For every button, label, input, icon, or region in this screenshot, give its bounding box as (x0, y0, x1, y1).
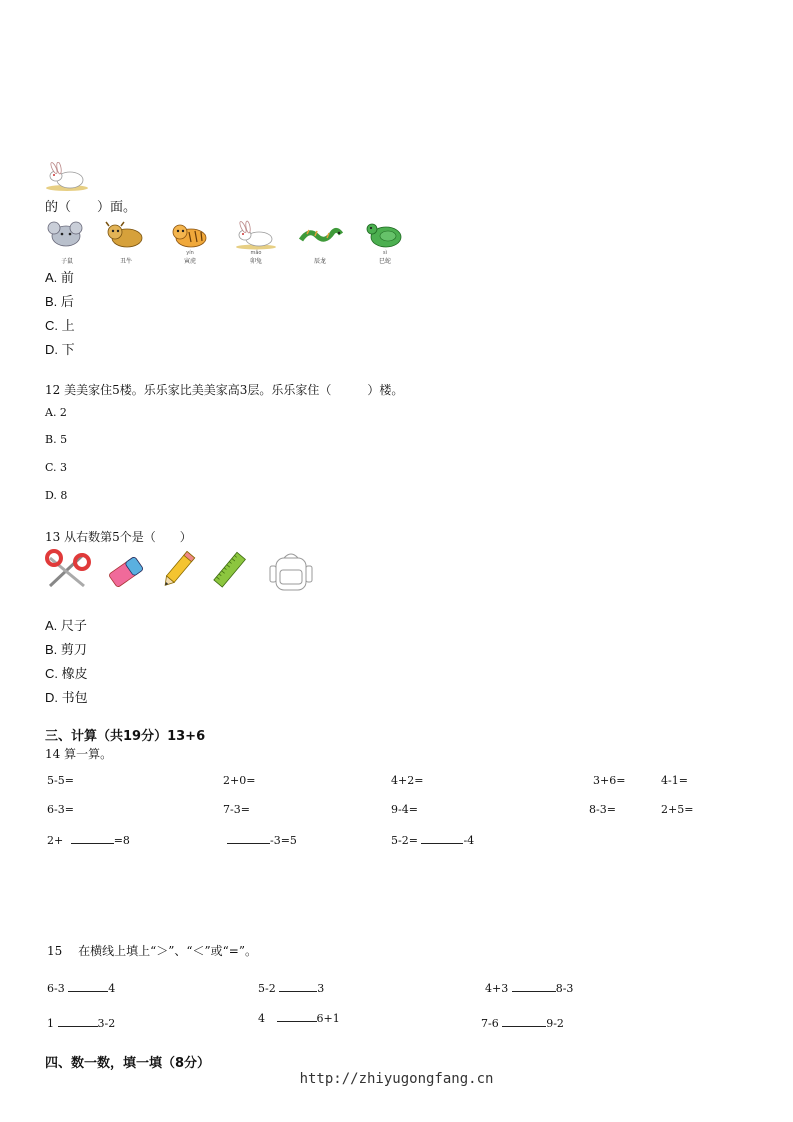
caption-rabbit: 卯兔 (249, 258, 262, 265)
q13-option-d[interactable]: D. 书包 (45, 690, 88, 705)
section4-title: 四、数一数，填一填（8分） (45, 1056, 211, 1071)
fill-item-1: 2+ =8 (47, 831, 130, 847)
section3-title: 三、计算（共19分）13+6 (45, 729, 206, 744)
fill-item-3: 5-2= -4 (391, 831, 474, 847)
q15-stem: 15 在横线上填上“＞”、“＜”或“=”。 (47, 944, 257, 958)
q12-option-b[interactable]: B. 5 (45, 433, 68, 446)
calc-item: 2+5= (661, 803, 694, 816)
q11-option-b[interactable]: B. 后 (45, 294, 74, 309)
caption-snake: 巳蛇 (378, 258, 391, 265)
q13-option-b[interactable]: B. 剪刀 (45, 642, 87, 657)
caption-dragon: 辰龙 (313, 258, 326, 265)
fill-item-2: -3=5 (227, 831, 297, 847)
q12-stem: 12 美美家住5楼。乐乐家比美美家高3层。乐乐家住（ ）楼。 (45, 383, 404, 397)
dragon-image (297, 220, 343, 250)
q13-option-a[interactable]: A. 尺子 (45, 618, 87, 633)
answer-blank[interactable] (279, 979, 317, 992)
scissors-image (44, 548, 92, 592)
answer-blank[interactable] (512, 979, 556, 992)
answer-blank[interactable] (58, 1014, 98, 1027)
calc-item: 3+6= (593, 774, 626, 787)
answer-blank[interactable] (277, 1009, 317, 1022)
caption-tiger: 寅虎 (183, 258, 196, 265)
backpack-image (266, 550, 316, 594)
ox-image (103, 220, 149, 250)
q12-option-d[interactable]: D. 8 (45, 489, 68, 502)
q12-option-c[interactable]: C. 3 (45, 461, 68, 474)
calc-item: 2+0= (223, 774, 256, 787)
q14-stem: 14 算一算。 (45, 747, 113, 761)
calc-item: 5-5= (47, 774, 74, 787)
compare-item: 6-3 4 (47, 979, 115, 995)
compare-item: 7-6 9-2 (481, 1014, 564, 1030)
rabbit-small-image (233, 220, 279, 250)
calc-item: 6-3= (47, 803, 74, 816)
caption-ox: 丑牛 (119, 258, 132, 265)
answer-blank[interactable] (502, 1014, 546, 1027)
compare-item: 5-2 3 (258, 979, 324, 995)
q13-option-c[interactable]: C. 橡皮 (45, 666, 88, 681)
ruler-image (210, 548, 250, 592)
answer-blank[interactable] (227, 831, 270, 844)
caption-rat: 子鼠 (60, 258, 73, 265)
pencil-image (158, 548, 198, 592)
footer-url[interactable]: http://zhiyugongfang.cn (299, 1071, 494, 1087)
answer-blank[interactable] (71, 831, 114, 844)
q11-stem: 的（ ）面。 (45, 200, 137, 215)
tiger-image (167, 220, 213, 250)
rat-image (44, 220, 90, 250)
q11-option-c[interactable]: C. 上 (45, 318, 75, 333)
calc-item: 9-4= (391, 803, 418, 816)
answer-blank[interactable] (68, 979, 108, 992)
eraser-image (104, 552, 148, 592)
calc-item: 4+2= (391, 774, 424, 787)
answer-blank[interactable] (421, 831, 463, 844)
calc-item: 8-3= (589, 803, 616, 816)
q11-option-d[interactable]: D. 下 (45, 342, 75, 357)
q13-stem: 13 从右数第5个是（ ） (45, 530, 192, 544)
compare-item: 4+3 8-3 (485, 979, 573, 995)
calc-item: 4-1= (661, 774, 688, 787)
calc-item: 7-3= (223, 803, 250, 816)
q12-option-a[interactable]: A. 2 (45, 406, 67, 419)
snake-image (362, 220, 408, 250)
q11-option-a[interactable]: A. 前 (45, 270, 74, 285)
compare-item: 4 6+1 (258, 1009, 340, 1025)
rabbit-image (44, 162, 90, 192)
compare-item: 1 3-2 (47, 1014, 115, 1030)
